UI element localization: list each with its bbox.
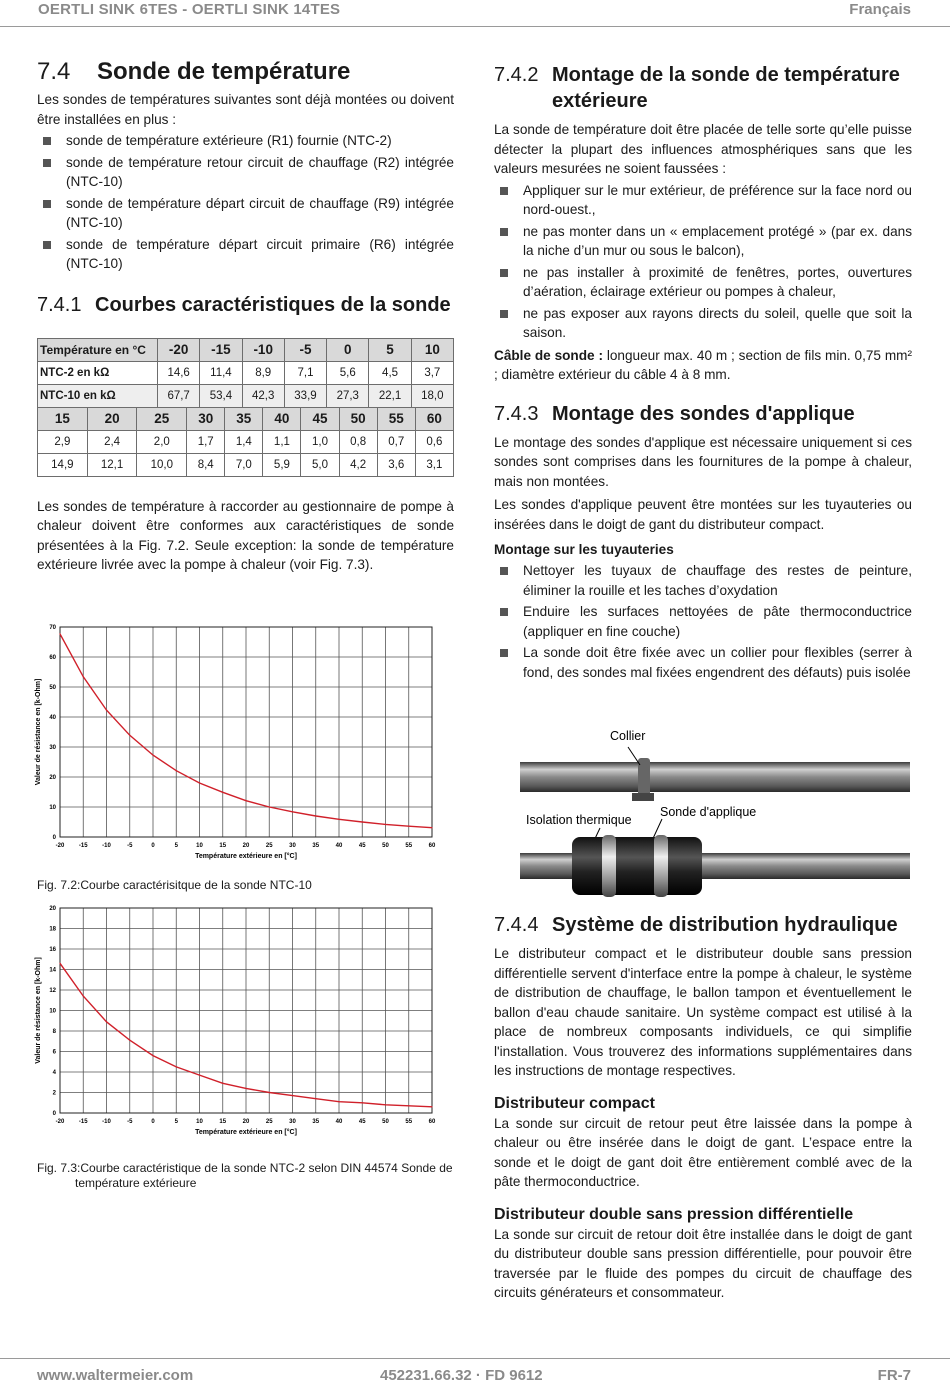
pipe-sensor-photo <box>520 725 910 905</box>
y-tick-label: 70 <box>49 625 56 631</box>
cable-spec: Câble de sonde : longueur max. 40 m ; section de fils min. 0,75 mm² ; diamètre extérieur du câble 4 à 8 mm. <box>494 347 912 382</box>
header-rule <box>0 26 950 27</box>
right-column <box>494 62 912 682</box>
data-point <box>338 819 339 820</box>
x-tick-label: -10 <box>102 843 111 849</box>
x-tick-label: 30 <box>289 843 296 849</box>
y-tick-label: 10 <box>49 805 56 811</box>
y-tick-label: 18 <box>49 926 56 933</box>
data-point <box>408 1105 409 1106</box>
isolation-label: Isolation thermique <box>526 813 632 827</box>
x-tick-label: 35 <box>312 843 320 849</box>
list-item: sonde de température départ circuit de chauffage (R9) intégrée (NTC-10) <box>37 194 454 233</box>
data-point <box>431 827 432 828</box>
x-tick-label: -20 <box>55 1119 65 1125</box>
table-header-row: Température en °C -20 -15 -10 -5 0 5 10 <box>38 338 454 361</box>
data-point <box>362 821 363 822</box>
table-row: NTC-2 en kΩ 14,6 11,4 8,9 7,1 5,6 4,5 3,7 <box>38 361 454 384</box>
x-tick-label: 10 <box>196 1119 203 1125</box>
page-header <box>0 0 950 24</box>
data-point <box>269 1092 270 1093</box>
x-tick-label: -20 <box>55 843 65 849</box>
x-tick-label: 60 <box>428 843 436 849</box>
data-point <box>106 710 107 711</box>
section-7-4-3-p1: Le montage des sondes d'applique est nécessaire uniquement si ces sondes sont comprises dans les fournitures de la pompe à chaleur, mais non montées. <box>494 434 912 489</box>
y-tick-label: 4 <box>52 1070 56 1076</box>
x-tick-label: 30 <box>289 1119 296 1125</box>
data-point <box>176 770 177 771</box>
pipe-mounting-list <box>494 561 912 682</box>
data-point <box>315 815 316 816</box>
list-item: sonde de température retour circuit de chauffage (R2) intégrée (NTC-10) <box>37 153 454 192</box>
insulation-sleeve <box>572 837 702 895</box>
pipe-mounting-subheading: Montage sur les tuyauteries <box>494 542 674 557</box>
x-tick-label: 15 <box>219 1119 227 1125</box>
data-point <box>222 1083 223 1084</box>
sensor-body <box>632 793 654 801</box>
list-item: Nettoyer les tuyaux de chauffage des restes de peinture, éliminer la rouille et les taches d’oxydation <box>494 561 912 600</box>
x-tick-label: -5 <box>127 1119 133 1125</box>
section-7-4-2-intro: La sonde de température doit être placée de telle sorte qu’elle puisse détecter la plupart des influences atmosphériques sans que les valeurs mesurées ne soient faussées : <box>494 122 912 176</box>
section-7-4-2-heading: 7.4.2 Montage de la sonde de température extérieure <box>494 64 900 112</box>
data-point <box>59 963 60 964</box>
compact-distributor-heading: Distributeur compact <box>494 1094 655 1112</box>
y-tick-label: 12 <box>49 988 56 994</box>
x-tick-label: 55 <box>405 1119 413 1125</box>
x-tick-label: 45 <box>358 1119 366 1125</box>
list-item: ne pas exposer aux rayons directs du soleil, quelle que soit la saison. <box>494 304 912 343</box>
list-item: ne pas monter dans un « emplacement protégé » (par ex. dans la niche d’un mur ou sous le balcon), <box>494 222 912 261</box>
header-language: Français <box>849 1 911 18</box>
footer-docnumber: 452231.66.32 · FD 9612 <box>380 1367 543 1384</box>
data-point <box>385 824 386 825</box>
data-point <box>269 806 270 807</box>
x-tick-label: 20 <box>242 843 250 849</box>
x-tick-label: 40 <box>335 1119 343 1125</box>
x-tick-label: 0 <box>151 1119 155 1125</box>
x-tick-label: 50 <box>382 1119 389 1125</box>
x-tick-label: 45 <box>358 843 366 849</box>
footer-website: www.waltermeier.com <box>37 1367 194 1384</box>
insulation-band <box>602 835 616 897</box>
data-point <box>431 1106 432 1107</box>
sensor-list <box>37 131 454 274</box>
y-tick-label: 16 <box>49 947 56 953</box>
data-point <box>338 1101 339 1102</box>
section-7-4-3-heading: 7.4.3 Montage des sondes d'applique <box>494 402 855 425</box>
x-tick-label: 0 <box>151 843 155 849</box>
section-7-4-4-heading: 7.4.4 Système de distribution hydraulique <box>494 914 898 936</box>
pipe-top <box>520 762 910 792</box>
list-item: La sonde doit être fixée avec un collier pour flexibles (serrer à fond, des sondes mal fixées engendrent des défauts) puis isolée <box>494 643 912 682</box>
table-row: 2,9 2,4 2,0 1,7 1,4 1,1 1,0 0,8 0,7 0,6 <box>38 430 454 453</box>
section-7-4-3-p2: Les sondes d'applique peuvent être montées sur les tuyauteries ou insérées dans le doigt de gant du distributeur compact. <box>494 497 912 532</box>
double-distributor-text: La sonde sur circuit de retour doit être installée dans le doigt de gant du distributeur double sans pression différentielle, pour pouvoir être traversée par le fluide des pompes du circuit de chauffage des circuits générateurs et consommateur. <box>494 1226 912 1300</box>
left-column <box>37 58 454 575</box>
x-tick-label: 15 <box>219 843 227 849</box>
x-tick-label: 40 <box>335 843 343 849</box>
data-point <box>199 1074 200 1075</box>
list-item: sonde de température extérieure (R1) fournie (NTC-2) <box>37 131 454 151</box>
data-point <box>59 633 60 634</box>
section-7-4-1-text: Les sondes de température à raccorder au gestionnaire de pompe à chaleur doivent être conformes aux caractéristiques de sonde présentées à la Fig. 7.2. Seule exception: la sonde de température extérieure livrée avec la pompe à chaleur (voir Fig. 7.3). <box>37 498 454 572</box>
data-point <box>83 996 84 997</box>
data-point <box>292 1095 293 1096</box>
list-item: ne pas installer à proximité de fenêtres, portes, ouvertures d’aération, éclairage extérieur ou pompes à chaleur, <box>494 263 912 302</box>
y-tick-label: 6 <box>52 1049 56 1056</box>
y-axis-label: Valeur de résistance en [k-Ohm] <box>35 678 42 786</box>
y-tick-label: 0 <box>52 835 56 841</box>
x-tick-label: -15 <box>78 1119 88 1125</box>
list-item: sonde de température départ circuit primaire (R6) intégrée (NTC-10) <box>37 235 454 274</box>
compact-distributor-text: La sonde sur circuit de retour peut être laissée dans la pompe à chaleur ou être insérée dans le doigt de gant. L’espace entre la sonde et le doigt de gant doit être entièrement comblé avec de la pâte thermoconductrice. <box>494 1115 912 1189</box>
section-7-4-heading: 7.4 Sonde de température <box>37 58 351 85</box>
section-7-4-1-heading: 7.4.1 Courbes caractéristiques de la sonde <box>37 293 451 316</box>
data-point <box>83 676 84 677</box>
x-tick-label: 5 <box>174 843 178 849</box>
x-tick-label: 20 <box>242 1119 250 1125</box>
data-point <box>152 1055 153 1056</box>
x-axis-label: Température extérieure en [°C] <box>195 1129 297 1136</box>
figure-caption-7-2: Fig. 7.2:Courbe caractérisitque de la sonde NTC-10 <box>37 878 312 892</box>
y-tick-label: 20 <box>49 775 56 781</box>
x-tick-label: 55 <box>405 843 413 849</box>
x-tick-label: -5 <box>127 843 133 849</box>
y-tick-label: 0 <box>52 1111 56 1117</box>
x-tick-label: 50 <box>382 843 389 849</box>
data-point <box>176 1066 177 1067</box>
chart-ntc10 <box>36 620 440 865</box>
x-tick-label: -10 <box>102 1119 111 1125</box>
section-7-4-intro: Les sondes de températures suivantes sont déjà montées ou doivent être installées en plus : <box>37 92 454 127</box>
x-tick-label: -15 <box>78 843 88 849</box>
y-tick-label: 30 <box>49 745 56 751</box>
y-tick-label: 10 <box>49 1008 56 1015</box>
mounting-rules-list <box>494 181 912 343</box>
data-point <box>129 1040 130 1041</box>
x-tick-label: 35 <box>312 1119 320 1125</box>
sensor-table <box>37 338 454 408</box>
data-point <box>292 811 293 812</box>
y-tick-label: 20 <box>49 906 56 912</box>
figure-caption-7-3: Fig. 7.3:Courbe caractéristique de la sonde NTC-2 selon DIN 44574 Sonde de température extérieure <box>37 1161 453 1190</box>
x-tick-label: 60 <box>428 1119 436 1125</box>
y-tick-label: 60 <box>49 655 56 661</box>
y-tick-label: 40 <box>49 715 56 721</box>
y-tick-label: 50 <box>49 685 56 691</box>
table-header-row: 15 20 25 30 35 40 45 50 55 60 <box>38 407 454 430</box>
data-point <box>129 735 130 736</box>
insulation-band <box>654 835 668 897</box>
clamp-band <box>638 758 650 796</box>
x-tick-label: 25 <box>265 843 273 849</box>
data-point <box>106 1021 107 1022</box>
data-point <box>245 1088 246 1089</box>
table-row: 14,9 12,1 10,0 8,4 7,0 5,9 5,0 4,2 3,6 3,1 <box>38 453 454 476</box>
list-item: Enduire les surfaces nettoyées de pâte thermoconductrice (appliquer en fine couche) <box>494 602 912 641</box>
footer-rule <box>0 1358 950 1359</box>
data-point <box>199 782 200 783</box>
data-point <box>245 800 246 801</box>
y-tick-label: 8 <box>52 1029 56 1035</box>
data-point <box>222 792 223 793</box>
chart-ntc2 <box>36 902 440 1142</box>
data-point <box>315 1098 316 1099</box>
x-axis-label: Température extérieure en [°C] <box>195 853 297 860</box>
y-axis-label: Valeur de résistance en [k-Ohm] <box>35 957 42 1064</box>
x-tick-label: 10 <box>196 843 203 849</box>
footer-pagenumber: FR-7 <box>877 1367 911 1384</box>
table-row: NTC-10 en kΩ 67,7 53,4 42,3 33,9 27,3 22,1 18,0 <box>38 384 454 407</box>
data-point <box>408 826 409 827</box>
double-distributor-heading: Distributeur double sans pression différentielle <box>494 1205 854 1223</box>
y-tick-label: 14 <box>49 967 56 974</box>
sensor-table-continued <box>37 407 454 477</box>
data-point <box>152 755 153 756</box>
section-7-4-4-p1: Le distributeur compact et le distributeur double sans pression différentielle servent d'interface entre la pompe à chaleur, le système de distribution de chauffage, le ballon tampon et éventuellement le ballon d'eau chaude sanitaire. Un système compact est utilisé à la place de nombreux composants individuels, ce qui simplifie l'installation. Vous trouverez des informations supplémentaires dans les instructions de montage respectives. <box>494 946 912 1078</box>
header-title: OERTLI SINK 6TES - OERTLI SINK 14TES <box>38 1 341 18</box>
x-tick-label: 25 <box>265 1119 273 1125</box>
y-tick-label: 2 <box>52 1090 56 1097</box>
data-point <box>362 1102 363 1103</box>
collier-label: Collier <box>610 729 646 743</box>
data-point <box>385 1104 386 1105</box>
x-tick-label: 5 <box>174 1119 178 1125</box>
section-7-4-4 <box>494 912 912 1303</box>
list-item: Appliquer sur le mur extérieur, de préférence sur la face nord ou nord-ouest., <box>494 181 912 220</box>
sonde-label: Sonde d'applique <box>660 805 757 819</box>
